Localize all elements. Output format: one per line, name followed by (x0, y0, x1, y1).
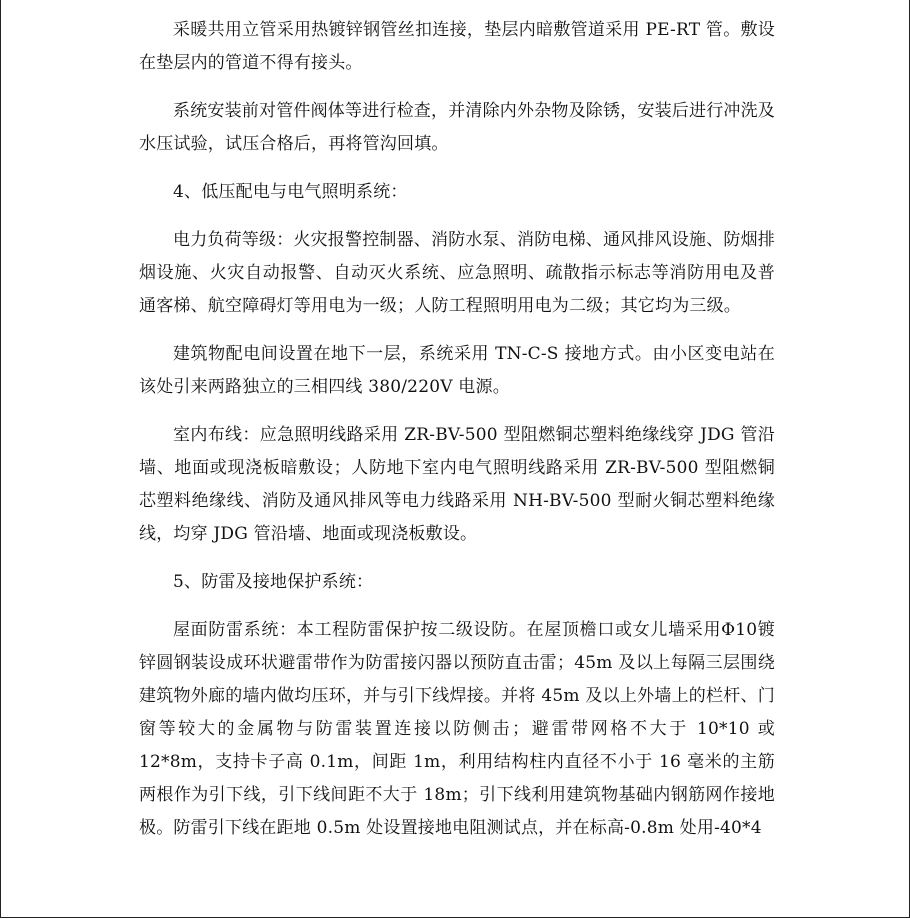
paragraph-heating-pipes: 采暖共用立管采用热镀锌钢管丝扣连接，垫层内暗敷管道采用 PE-RT 管。敷设在垫层内的管道不得有接头。 (139, 20, 775, 73)
section-heading-low-voltage: 4、低压配电与电气照明系统： (173, 182, 408, 202)
paragraph-system-installation: 系统安装前对管件阀体等进行检查，并清除内外杂物及除锈，安装后进行冲洗及水压试验，试压合格后，再将管沟回填。 (139, 101, 775, 154)
paragraph-power-load-level: 电力负荷等级：火灾报警控制器、消防水泵、消防电梯、通风排风设施、防烟排烟设施、火灾自动报警、自动灭火系统、应急照明、疏散指示标志等消防用电及普通客梯、航空障碍灯等用电为一级；人防工程照明用电为二级；其它均为三级。 (139, 230, 775, 316)
document-body (139, 14, 775, 860)
paragraph-distribution-room: 建筑物配电间设置在地下一层，系统采用 TN-C-S 接地方式。由小区变电站在该处引来两路独立的三相四线 380/220V 电源。 (139, 344, 775, 397)
paragraph-roof-lightning-system: 屋面防雷系统：本工程防雷保护按二级设防。在屋顶檐口或女儿墙采用Φ10镀锌圆钢装设成环状避雷带作为防雷接闪器以预防直击雷；45m 及以上每隔三层围绕建筑物外廊的墙内做均压环，并与引下线焊接。并将 45m 及以上外墙上的栏杆、门窗等较大的金属物与防雷装置连接以防侧击；避雷带网格不大于 10*10 或 12*8m，支持卡子高 0.1m，间距 1m，利用结构柱内直径不小于 16 毫米的主筋两根作为引下线，引下线间距不大于 18m；引下线利用建筑物基础内钢筋网作接地极。防雷引下线在距地 0.5m 处设置接地电阻测试点，并在标高-0.8m 处用-40*4 (139, 620, 775, 838)
section-heading-lightning-protection: 5、防雷及接地保护系统： (173, 572, 374, 592)
paragraph-indoor-wiring: 室内布线：应急照明线路采用 ZR-BV-500 型阻燃铜芯塑料绝缘线穿 JDG 管沿墙、地面或现浇板暗敷设；人防地下室内电气照明线路采用 ZR-BV-500 型阻燃铜芯塑料绝缘线、消防及通风排风等电力线路采用 NH-BV-500 型耐火铜芯塑料绝缘线，均穿 JDG 管沿墙、地面或现浇板敷设。 (139, 425, 775, 544)
